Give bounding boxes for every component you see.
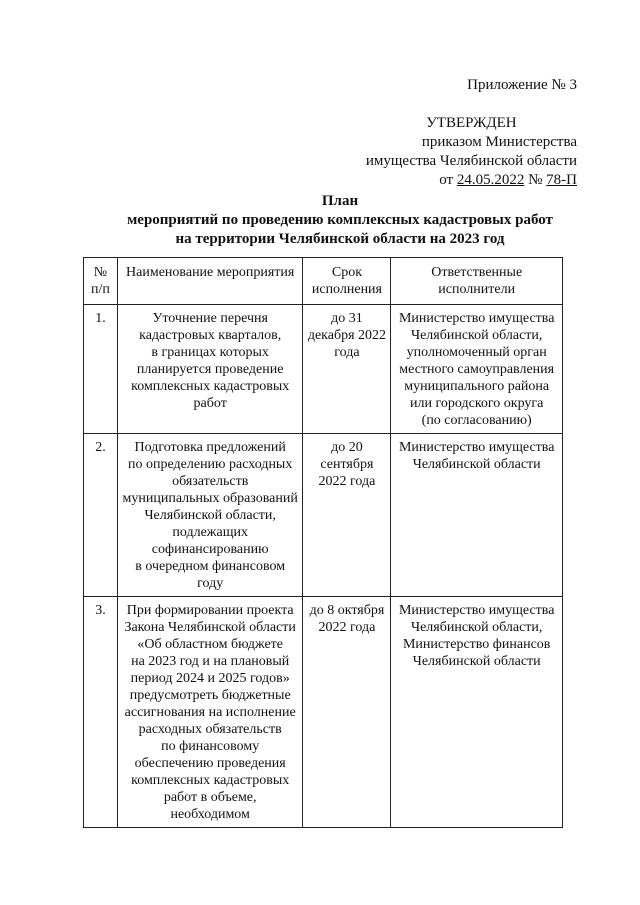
header-num: № п/п [84, 258, 118, 305]
approval-date-line [366, 171, 577, 190]
date-prefix: от [439, 172, 457, 188]
approval-date: 24.05.2022 [456, 172, 525, 188]
header-term: Срок исполнения [303, 258, 391, 305]
number-prefix: № [524, 172, 547, 188]
title-line-1: План [321, 193, 359, 209]
row-name: Уточнение перечня кадастровых кварталов, в границах которых планируется проведение комплексных кадастровых работ [117, 305, 303, 434]
approval-number: 78-П [546, 172, 577, 188]
header-responsible: Ответственные исполнители [391, 258, 563, 305]
row-term: до 31 декабря 2022 года [303, 305, 391, 434]
row-name: При формировании проекта Закона Челябинской области «Об областном бюджете на 2023 год и на плановый период 2024 и 2025 годов» предусмотреть бюджетные ассигнования на исполнение расходных обязательств по финансовому обеспечению проведения комплексных кадастровых работ в объеме, необходимом [117, 597, 303, 828]
plan-table [83, 257, 563, 828]
row-num: 1. [84, 305, 118, 434]
approval-ministry-line: имущества Челябинской области [365, 153, 577, 169]
row-term: до 20 сентября 2022 года [303, 434, 391, 597]
table-header-row [84, 258, 563, 305]
row-responsible: Министерство имущества Челябинской области, Министерство финансов Челябинской области [391, 597, 563, 828]
table-row [84, 305, 563, 434]
row-responsible: Министерство имущества Челябинской области [391, 434, 563, 597]
title-line-3: на территории Челябинской области на 2023 год [175, 231, 505, 247]
row-num: 3. [84, 597, 118, 828]
row-num: 2. [84, 434, 118, 597]
approved-label: УТВЕРЖДЕН [426, 115, 517, 131]
row-name: Подготовка предложений по определению расходных обязательств муниципальных образований Челябинской области, подлежащих софинансированию в очередном финансовом году [117, 434, 303, 597]
appendix-label: Приложение № 3 [467, 77, 577, 93]
table-row [84, 597, 563, 828]
document-title [0, 192, 640, 249]
approval-order-line: приказом Министерства [421, 134, 577, 150]
row-term: до 8 октября 2022 года [303, 597, 391, 828]
row-responsible: Министерство имущества Челябинской области, уполномоченный орган местного самоуправления муниципального района или городского округа (по согласованию) [391, 305, 563, 434]
header-name: Наименование мероприятия [117, 258, 303, 305]
table-row [84, 434, 563, 597]
title-line-2: мероприятий по проведению комплексных кадастровых работ [127, 212, 553, 228]
approval-block [366, 76, 577, 190]
